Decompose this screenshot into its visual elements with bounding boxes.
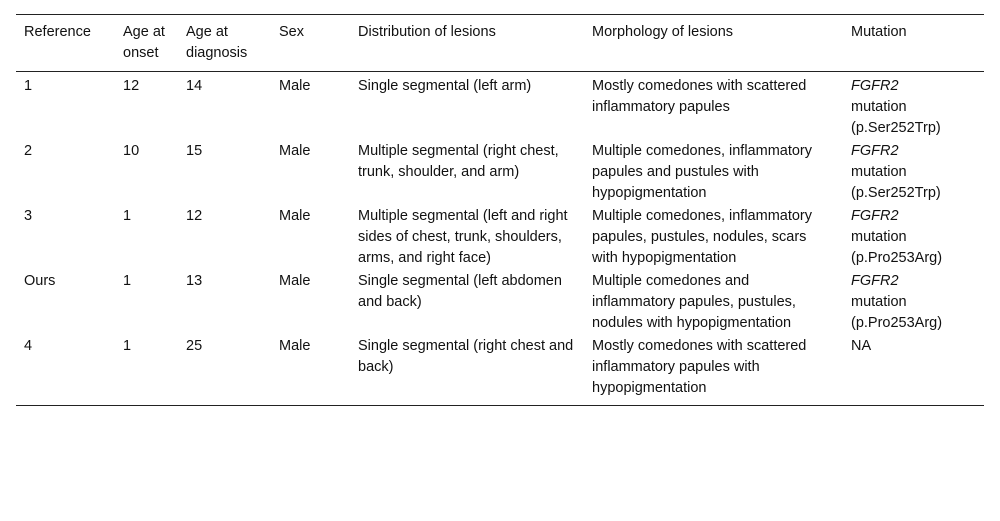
cell-reference: 3 xyxy=(24,208,33,224)
cell-sex: Male xyxy=(279,273,311,289)
table-row xyxy=(16,271,984,336)
table-row xyxy=(16,141,984,206)
cell-mutation xyxy=(843,72,984,142)
cell-mutation xyxy=(843,271,984,336)
cell-age-diagnosis: 14 xyxy=(186,78,203,94)
cell-age-diagnosis: 13 xyxy=(186,273,203,289)
cell-mutation xyxy=(843,336,984,406)
cell-age-diagnosis: 15 xyxy=(186,143,203,159)
cell-sex: Male xyxy=(279,338,311,354)
table-row xyxy=(16,336,984,406)
cell-age-onset: 1 xyxy=(123,273,132,289)
header-distribution: Distribution of lesions xyxy=(358,24,496,40)
cell-morphology: Multiple comedones, inflammatory papules, pustules, nodules, scars with hypopigmentation xyxy=(592,208,813,266)
cell-age-onset: 1 xyxy=(123,338,132,354)
cell-age-onset: 10 xyxy=(123,143,140,159)
cell-sex: Male xyxy=(279,78,311,94)
table-row xyxy=(16,206,984,271)
header-row xyxy=(16,15,984,72)
cell-age-onset: 1 xyxy=(123,208,132,224)
cell-distribution: Multiple segmental (left and right sides of chest, trunk, shoulders, arms, and right face) xyxy=(358,208,568,266)
table-body xyxy=(16,72,984,406)
header-morphology: Morphology of lesions xyxy=(592,24,734,40)
mutation-detail: mutation (p.Ser252Trp) xyxy=(851,99,941,136)
lesion-comparison-table-container xyxy=(16,14,984,406)
header-age-at-onset: Age at onset xyxy=(123,24,165,61)
cell-mutation xyxy=(843,141,984,206)
cell-distribution: Multiple segmental (right chest, trunk, shoulder, and arm) xyxy=(358,143,559,180)
lesion-comparison-table xyxy=(16,14,984,406)
header-reference: Reference xyxy=(24,24,91,40)
cell-mutation xyxy=(843,206,984,271)
cell-sex: Male xyxy=(279,208,311,224)
mutation-gene: FGFR2 xyxy=(851,208,899,224)
cell-morphology: Mostly comedones with scattered inflammatory papules with hypopigmentation xyxy=(592,338,807,396)
cell-morphology: Multiple comedones and inflammatory papules, pustules, nodules with hypopigmentation xyxy=(592,273,796,331)
cell-reference: 4 xyxy=(24,338,33,354)
cell-reference: 2 xyxy=(24,143,33,159)
mutation-detail: NA xyxy=(851,338,872,354)
cell-morphology: Multiple comedones, inflammatory papules and pustules with hypopigmentation xyxy=(592,143,813,201)
table-row xyxy=(16,72,984,142)
header-age-at-diagnosis: Age at diagnosis xyxy=(186,24,248,61)
cell-distribution: Single segmental (right chest and back) xyxy=(358,338,574,375)
table-header xyxy=(16,15,984,72)
cell-reference: Ours xyxy=(24,273,56,289)
mutation-detail: mutation (p.Pro253Arg) xyxy=(851,229,943,266)
mutation-gene: FGFR2 xyxy=(851,143,899,159)
cell-sex: Male xyxy=(279,143,311,159)
header-sex: Sex xyxy=(279,24,304,40)
header-mutation: Mutation xyxy=(851,24,907,40)
cell-distribution: Single segmental (left arm) xyxy=(358,78,532,94)
cell-reference: 1 xyxy=(24,78,33,94)
cell-morphology: Mostly comedones with scattered inflammatory papules xyxy=(592,78,807,115)
cell-age-diagnosis: 12 xyxy=(186,208,203,224)
cell-age-onset: 12 xyxy=(123,78,140,94)
mutation-gene: FGFR2 xyxy=(851,78,899,94)
mutation-detail: mutation (p.Ser252Trp) xyxy=(851,164,941,201)
cell-age-diagnosis: 25 xyxy=(186,338,203,354)
cell-distribution: Single segmental (left abdomen and back) xyxy=(358,273,562,310)
mutation-detail: mutation (p.Pro253Arg) xyxy=(851,294,943,331)
mutation-gene: FGFR2 xyxy=(851,273,899,289)
